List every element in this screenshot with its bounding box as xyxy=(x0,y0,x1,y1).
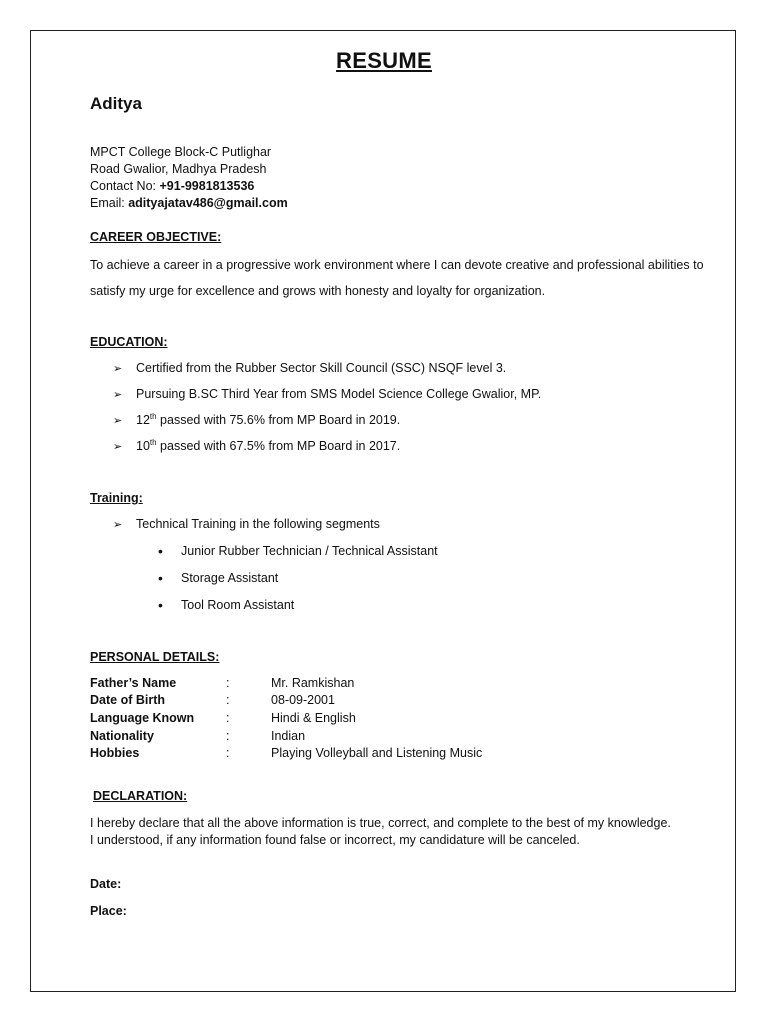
education-item-4-text: passed with 67.5% from MP Board in 2017. xyxy=(156,439,401,453)
training-sub-item-3: Tool Room Assistant xyxy=(181,598,295,612)
education-item-2: Pursuing B.SC Third Year from SMS Model Science College Gwalior, MP. xyxy=(136,387,542,401)
colon-separator: : xyxy=(226,729,230,743)
training-main-item: Technical Training in the following segments xyxy=(136,517,380,531)
education-item-4-suffix: th xyxy=(149,437,157,447)
email-label: Email: xyxy=(90,196,129,210)
dot-bullet-icon: • xyxy=(158,597,163,613)
address-line-1: MPCT College Block-C Putlighar xyxy=(90,145,272,159)
education-item-3-suffix: th xyxy=(149,411,157,421)
address-line-2: Road Gwalior, Madhya Pradesh xyxy=(90,162,267,176)
contact-number-value: +91-9981813536 xyxy=(159,179,255,193)
colon-separator: : xyxy=(226,711,230,725)
dot-bullet-icon: • xyxy=(158,570,163,586)
career-objective-line-1: To achieve a career in a progressive work environment where I can devote creative and professional abilities to xyxy=(90,258,704,272)
colon-separator: : xyxy=(226,676,230,690)
career-objective-line-2: satisfy my urge for excellence and grows with honesty and loyalty for organization. xyxy=(90,284,546,298)
personal-details-heading: PERSONAL DETAILS: xyxy=(90,650,220,664)
education-item-4 xyxy=(136,438,400,455)
arrow-bullet-icon: ➢ xyxy=(113,415,123,427)
language-value: Hindi & English xyxy=(271,711,356,725)
fathers-name-value: Mr. Ramkishan xyxy=(271,676,355,690)
declaration-line-2: I understood, if any information found false or incorrect, my candidature will be canceled. xyxy=(90,833,580,847)
arrow-bullet-icon: ➢ xyxy=(113,389,123,401)
arrow-bullet-icon: ➢ xyxy=(113,363,123,375)
career-objective-heading: CAREER OBJECTIVE: xyxy=(90,230,222,244)
education-item-4-number: 10 xyxy=(136,439,150,453)
language-label: Language Known xyxy=(90,711,195,725)
dob-value: 08-09-2001 xyxy=(271,693,335,707)
training-heading: Training: xyxy=(90,491,143,505)
hobbies-label: Hobbies xyxy=(90,746,140,760)
hobbies-value: Playing Volleyball and Listening Music xyxy=(271,746,483,760)
candidate-name: Aditya xyxy=(90,94,142,113)
place-label: Place: xyxy=(90,904,127,918)
colon-separator: : xyxy=(226,746,230,760)
education-item-3-text: passed with 75.6% from MP Board in 2019. xyxy=(156,413,401,427)
declaration-heading: DECLARATION: xyxy=(93,789,188,803)
email xyxy=(90,195,288,212)
education-heading: EDUCATION: xyxy=(90,335,168,349)
nationality-label: Nationality xyxy=(90,729,154,743)
resume-title: RESUME xyxy=(336,48,432,73)
declaration-line-1: I hereby declare that all the above information is true, correct, and complete to the best of my knowledge. xyxy=(90,816,671,830)
education-item-3 xyxy=(136,412,400,429)
fathers-name-label: Father’s Name xyxy=(90,676,177,690)
colon-separator: : xyxy=(226,693,230,707)
arrow-bullet-icon: ➢ xyxy=(113,441,123,453)
training-sub-item-1: Junior Rubber Technician / Technical Assistant xyxy=(181,544,438,558)
arrow-bullet-icon: ➢ xyxy=(113,519,123,531)
email-value: adityajatav486@gmail.com xyxy=(128,196,288,210)
contact-number xyxy=(90,178,254,195)
dot-bullet-icon: • xyxy=(158,543,163,559)
education-item-3-number: 12 xyxy=(136,413,150,427)
contact-number-label: Contact No: xyxy=(90,179,160,193)
dob-label: Date of Birth xyxy=(90,693,165,707)
education-item-1: Certified from the Rubber Sector Skill Council (SSC) NSQF level 3. xyxy=(136,361,507,375)
nationality-value: Indian xyxy=(271,729,306,743)
training-sub-item-2: Storage Assistant xyxy=(181,571,279,585)
date-label: Date: xyxy=(90,877,122,891)
